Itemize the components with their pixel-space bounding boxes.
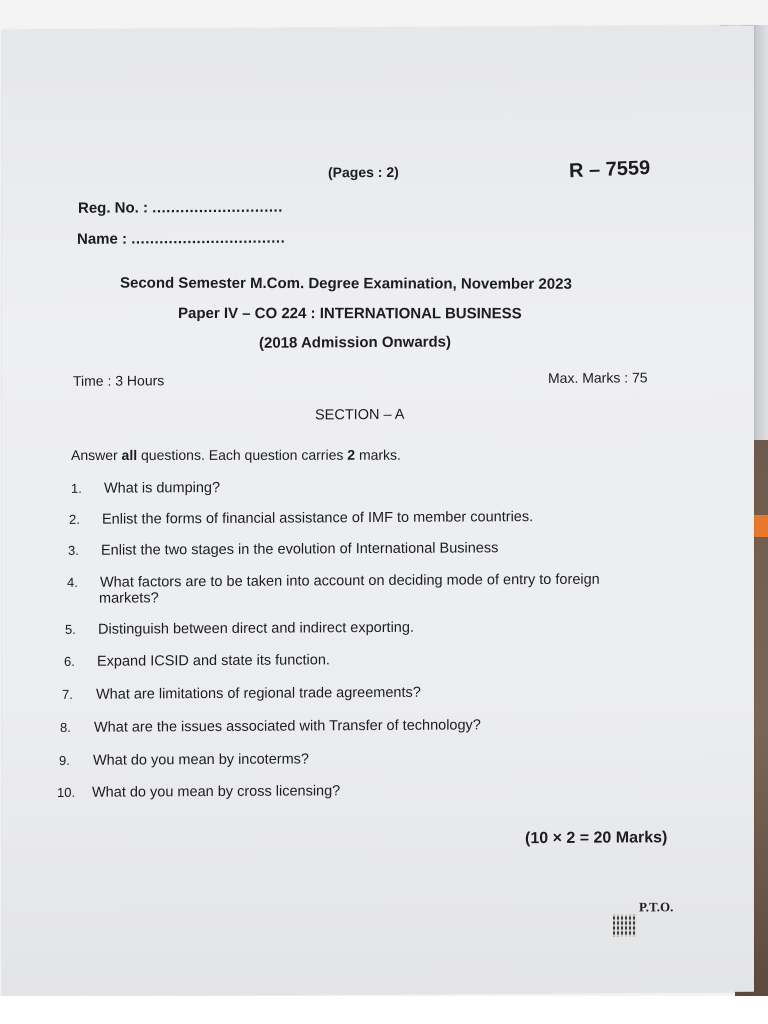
paper-code: R – 7559	[568, 156, 651, 183]
reg-no-dots: ............................	[152, 198, 283, 217]
paper-title: Paper IV – CO 224 : INTERNATIONAL BUSINESS	[177, 305, 522, 323]
exam-title: Second Semester M.Com. Degree Examination, November 2023	[119, 274, 572, 293]
question-number: 8.	[60, 719, 71, 735]
instruction-marks: 2	[347, 446, 356, 463]
name-line	[77, 230, 285, 248]
reg-no-line	[78, 199, 283, 217]
instruction-all: all	[121, 446, 138, 463]
max-marks: Max. Marks : 75	[548, 369, 648, 386]
question-number: 7.	[62, 686, 73, 702]
name-label: Name :	[77, 230, 128, 248]
reg-no-label: Reg. No. :	[78, 199, 148, 217]
instruction-text: Answer	[70, 446, 122, 464]
section-title: SECTION – A	[315, 406, 405, 424]
question-number: 1.	[71, 480, 82, 496]
bottom-margin	[0, 996, 768, 1024]
question-text: Expand ICSID and state its function.	[97, 652, 330, 670]
question-number: 9.	[59, 752, 70, 768]
orange-tab	[752, 515, 768, 537]
question-number: 10.	[57, 784, 76, 800]
question-text-continued: markets?	[99, 590, 159, 607]
question-text: What do you mean by incoterms?	[93, 751, 309, 769]
question-text: What are limitations of regional trade agreements?	[96, 684, 421, 703]
pages-count: (Pages : 2)	[328, 163, 399, 181]
question-number: 2.	[69, 511, 80, 527]
name-dots: .................................	[131, 229, 286, 248]
question-number: 6.	[64, 653, 75, 669]
exam-paper	[2, 26, 754, 997]
qr-code-icon	[613, 914, 637, 936]
question-text: What are the issues associated with Transfer of technology?	[94, 717, 481, 736]
instructions	[71, 447, 401, 463]
question-text: What is dumping?	[104, 479, 221, 497]
question-text: What do you mean by cross licensing?	[92, 783, 341, 801]
question-text: Enlist the two stages in the evolution of International Business	[101, 540, 499, 559]
question-number: 5.	[65, 621, 76, 637]
instruction-text: marks.	[355, 446, 402, 463]
question-text: Distinguish between direct and indirect exporting.	[98, 619, 414, 638]
section-total-marks: (10 × 2 = 20 Marks)	[525, 829, 668, 848]
question-number: 3.	[68, 542, 79, 558]
question-number: 4.	[67, 574, 78, 590]
time-allowed: Time : 3 Hours	[73, 372, 165, 389]
instruction-text: questions. Each question carries	[137, 446, 348, 463]
please-turn-over: P.T.O.	[639, 899, 674, 915]
admission-note: (2018 Admission Onwards)	[259, 333, 451, 352]
question-text: Enlist the forms of financial assistance of IMF to member countries.	[102, 509, 534, 528]
question-text: What factors are to be taken into account on deciding mode of entry to foreign	[100, 571, 600, 591]
